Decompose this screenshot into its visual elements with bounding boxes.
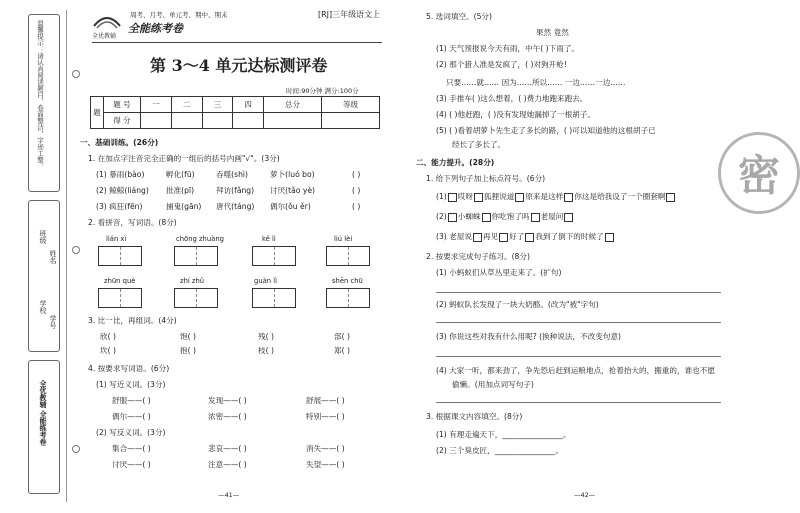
score-header: 题 号 [104, 97, 141, 113]
p2-item: (3) 你说这些对我有什么用呢? (换种说法，不改变句意) [436, 332, 622, 341]
q1-item: 批准(pī) [166, 186, 195, 195]
score-header: 一 [141, 97, 172, 113]
binding-hole [72, 70, 80, 78]
q5-item-cont: 经长了多长了。 [452, 140, 506, 149]
q5-item[interactable]: (1) 天气预报说今天有雨，中午( )下雨了。 [436, 44, 580, 53]
pinyin-label: shēn chū [332, 277, 363, 285]
score-cell[interactable] [171, 113, 202, 129]
writing-grid[interactable] [252, 288, 296, 308]
q4b-item[interactable]: 消失——( ) [306, 444, 345, 453]
score-cell[interactable] [141, 113, 172, 129]
writing-grid[interactable] [252, 246, 296, 266]
punct-label: (2) [436, 212, 447, 221]
q3-item[interactable]: 郑( ) [334, 346, 350, 355]
q3-item[interactable]: 坎( ) [100, 346, 116, 355]
brand-small: 全优教辅 [92, 33, 117, 40]
q4a-item[interactable]: 发现——( ) [208, 396, 247, 405]
q4a-item[interactable]: 舒展——( ) [306, 396, 345, 405]
q1-item: 唐代(táng) [216, 202, 255, 211]
question-3: 3. 比一比，再组词。(4分) [88, 316, 177, 325]
time-score: 时间:90分钟 满分:100分 [286, 87, 359, 95]
punct-box[interactable] [448, 193, 457, 202]
p2-item: (2) 蚂蚁队长发现了一块大奶酪。(改为"被"字句) [436, 300, 599, 309]
q1-answer[interactable]: ( ) [352, 202, 361, 211]
punct-row-3 [436, 232, 615, 242]
punct-box[interactable] [564, 193, 573, 202]
q1-item: 捕鬼(gān) [166, 202, 202, 211]
punct-box[interactable] [474, 193, 483, 202]
answer-line[interactable] [436, 356, 721, 357]
q5-word-bank: 果然 竟然 [536, 28, 569, 37]
pinyin-label: chōng zhuàng [176, 235, 224, 243]
answer-line[interactable] [436, 292, 721, 293]
score-side-label: 题 [91, 97, 104, 129]
punct-box[interactable] [605, 233, 614, 242]
punct-text: 狐狸说道 [483, 192, 515, 201]
score-cell[interactable] [202, 113, 233, 129]
score-table [90, 96, 380, 129]
q1-item: (1) 暴雨(bào) [96, 170, 145, 179]
page-number: —42— [574, 491, 596, 499]
q1-item: 讨厌(tǎo yè) [270, 186, 315, 195]
punct-box[interactable] [473, 233, 482, 242]
score-header: 三 [202, 97, 233, 113]
q5-item[interactable]: (3) 手推车( )这么想着，( )费力地跑来跑去。 [436, 94, 588, 103]
punct-label: (3) 老屋说 [436, 232, 472, 241]
binding-hole [72, 246, 80, 254]
punct-box[interactable] [499, 233, 508, 242]
punct-row-1 [436, 192, 676, 202]
q4b-item[interactable]: 集合——( ) [112, 444, 151, 453]
confidential-stamp [718, 132, 800, 214]
page-title: 第 3～4 单元达标测评卷 [150, 56, 328, 75]
q1-item: 孵化(fū) [166, 170, 195, 179]
header-tagline: 周考、月考、单元考、期中、期末 [130, 11, 228, 19]
punct-text: 哎呀 [457, 192, 473, 201]
punct-label: (1) [436, 192, 447, 201]
punct-box[interactable] [666, 193, 675, 202]
q3-item[interactable]: 欣( ) [100, 332, 116, 341]
punct-text: 再见 [482, 232, 499, 241]
score-header: 总分 [264, 97, 322, 113]
q1-item: (2) 鲸鲸(liáng) [96, 186, 149, 195]
pinyin-label: kě lì [262, 235, 276, 243]
punct-box[interactable] [531, 213, 540, 222]
q4a-item[interactable]: 偶尔——( ) [112, 412, 151, 421]
writing-grid[interactable] [98, 288, 142, 308]
question-4b: (2) 写反义词。(3分) [96, 428, 166, 437]
brand-logo-icon [92, 12, 122, 30]
q4a-item[interactable]: 浓密——( ) [208, 412, 247, 421]
punct-text: 小蜘蛛 [457, 212, 481, 221]
q4b-item[interactable]: 讨厌——( ) [112, 460, 151, 469]
answer-line[interactable] [436, 402, 721, 403]
binding-hole [72, 445, 80, 453]
q5-item[interactable]: (2) 那个猎人准是发疯了，( )对狗开枪! [436, 60, 567, 69]
section-1-heading: 一、基础训练。(26分) [80, 138, 159, 147]
q3-item[interactable]: 枝( ) [258, 346, 274, 355]
q1-answer[interactable]: ( ) [352, 186, 361, 195]
punct-text: 好了 [509, 232, 525, 241]
question-4a: (1) 写近义词。(3分) [96, 380, 166, 389]
pinyin-label: guàn lì [254, 277, 278, 285]
q4b-item[interactable]: 悲哀——( ) [208, 444, 247, 453]
punct-box[interactable] [515, 193, 524, 202]
q3-item[interactable]: 残( ) [258, 332, 274, 341]
p3-item[interactable]: (2) 三个臭皮匠，________________。 [436, 446, 564, 455]
score-header: 四 [233, 97, 264, 113]
pinyin-label: zhí zhǔ [180, 277, 205, 285]
q4a-item[interactable]: 特别——( ) [306, 412, 345, 421]
punct-text: 老屋问 [540, 212, 564, 221]
q5-item[interactable]: (4) ( )他赶跑，( )没有发现她漏掉了一根胡子。 [436, 110, 595, 119]
punct-row-2 [436, 212, 574, 222]
q3-item[interactable]: 饱( ) [180, 332, 196, 341]
question-4: 4. 按要求写词语。(6分) [88, 364, 170, 373]
q5-word-bank-2: 只要……就…… 因为……所以…… 一边……一边…… [446, 78, 626, 87]
side-label-name: 姓名 [49, 250, 57, 264]
q1-item: 拜访(fǎng) [216, 186, 255, 195]
question-1: 1. 在加点字注音完全正确的一组后的括号内画"√"。(3分) [88, 154, 280, 163]
question-5: 5. 选词填空。(5分) [426, 12, 492, 21]
stamp-text: 密 [737, 151, 780, 200]
q1-item: 吞噬(shì) [216, 170, 248, 179]
q3-item[interactable]: 部( ) [334, 332, 350, 341]
side-label-class: 班级 [39, 230, 47, 244]
p2-item: (4) 大家一听，都来劲了，争先恐后赶到运粮地点，抢着抬大的，搬重的，谁也不愿 [436, 366, 715, 375]
punct-box[interactable] [448, 213, 457, 222]
q4b-item[interactable]: 注意——( ) [208, 460, 247, 469]
section-2-heading: 二、能力提升。(28分) [416, 158, 495, 167]
punct-text: 原来是这样 [525, 192, 564, 201]
punct-text: 我到了倒下的时候了 [535, 232, 604, 241]
question-2: 2. 看拼音，写词语。(8分) [88, 218, 177, 227]
writing-grid[interactable] [174, 288, 218, 308]
pinyin-label: zhūn què [104, 277, 136, 285]
score-header: 二 [171, 97, 202, 113]
punct-text: 你吃饱了吗 [491, 212, 530, 221]
writing-grid[interactable] [326, 246, 370, 266]
score-row-label: 得 分 [104, 113, 141, 129]
score-cell[interactable] [264, 113, 322, 129]
q1-answer[interactable]: ( ) [352, 170, 361, 179]
ability-q2: 2. 按要求完成句子练习。(8分) [426, 252, 530, 261]
ability-q3: 3. 根据课文内容填空。(8分) [426, 412, 523, 421]
p3-item[interactable]: (1) 有理走遍天下，________________。 [436, 430, 571, 439]
side-label-number: 学号 [49, 315, 57, 329]
q1-item: (3) 疯狂(fēn) [96, 202, 143, 211]
punct-box[interactable] [564, 213, 573, 222]
side-info-box [28, 200, 60, 352]
page-number: —41— [218, 491, 240, 499]
writing-grid[interactable] [174, 246, 218, 266]
side-brand: 全优教辅 全能练考卷 [39, 380, 47, 446]
side-label-school: 学校 [39, 300, 47, 314]
q1-item: 萝卜(luó bo) [270, 170, 315, 179]
q5-item[interactable]: (5) ( )看着胡萝卜先生走了多长的路，( )可以知道他的这根胡子已 [436, 126, 656, 135]
side-notice: 温馨提示：请认真阅读题目，卷面整洁，字迹工整。 [36, 20, 44, 170]
answer-line[interactable] [436, 322, 721, 323]
writing-grid[interactable] [98, 246, 142, 266]
score-header: 等级 [322, 97, 380, 113]
pinyin-label: liú lèi [334, 235, 353, 243]
brand-title: 全能练考卷 [128, 22, 183, 35]
score-cell[interactable] [322, 113, 380, 129]
pinyin-label: lián xì [106, 235, 127, 243]
punct-text: 你这是给我设了一个圈套啊 [574, 192, 666, 201]
writing-grid[interactable] [326, 288, 370, 308]
ability-q1: 1. 给下列句子加上标点符号。(6分) [426, 174, 546, 183]
q1-item: 偶尔(ǒu ěr) [270, 202, 311, 211]
q4a-item[interactable]: 舒服——( ) [112, 396, 151, 405]
score-cell[interactable] [233, 113, 264, 129]
p2-item: (1) 小蚂蚁们从草丛里走来了。(扩句) [436, 268, 562, 277]
p2-item-cont: 偷懒。(用加点词写句子) [452, 380, 534, 389]
punct-box[interactable] [482, 213, 491, 222]
punct-box[interactable] [525, 233, 534, 242]
q4b-item[interactable]: 失望——( ) [306, 460, 345, 469]
header-right: [RJ]三年级语文上 [318, 10, 381, 19]
q3-item[interactable]: 抱( ) [180, 346, 196, 355]
